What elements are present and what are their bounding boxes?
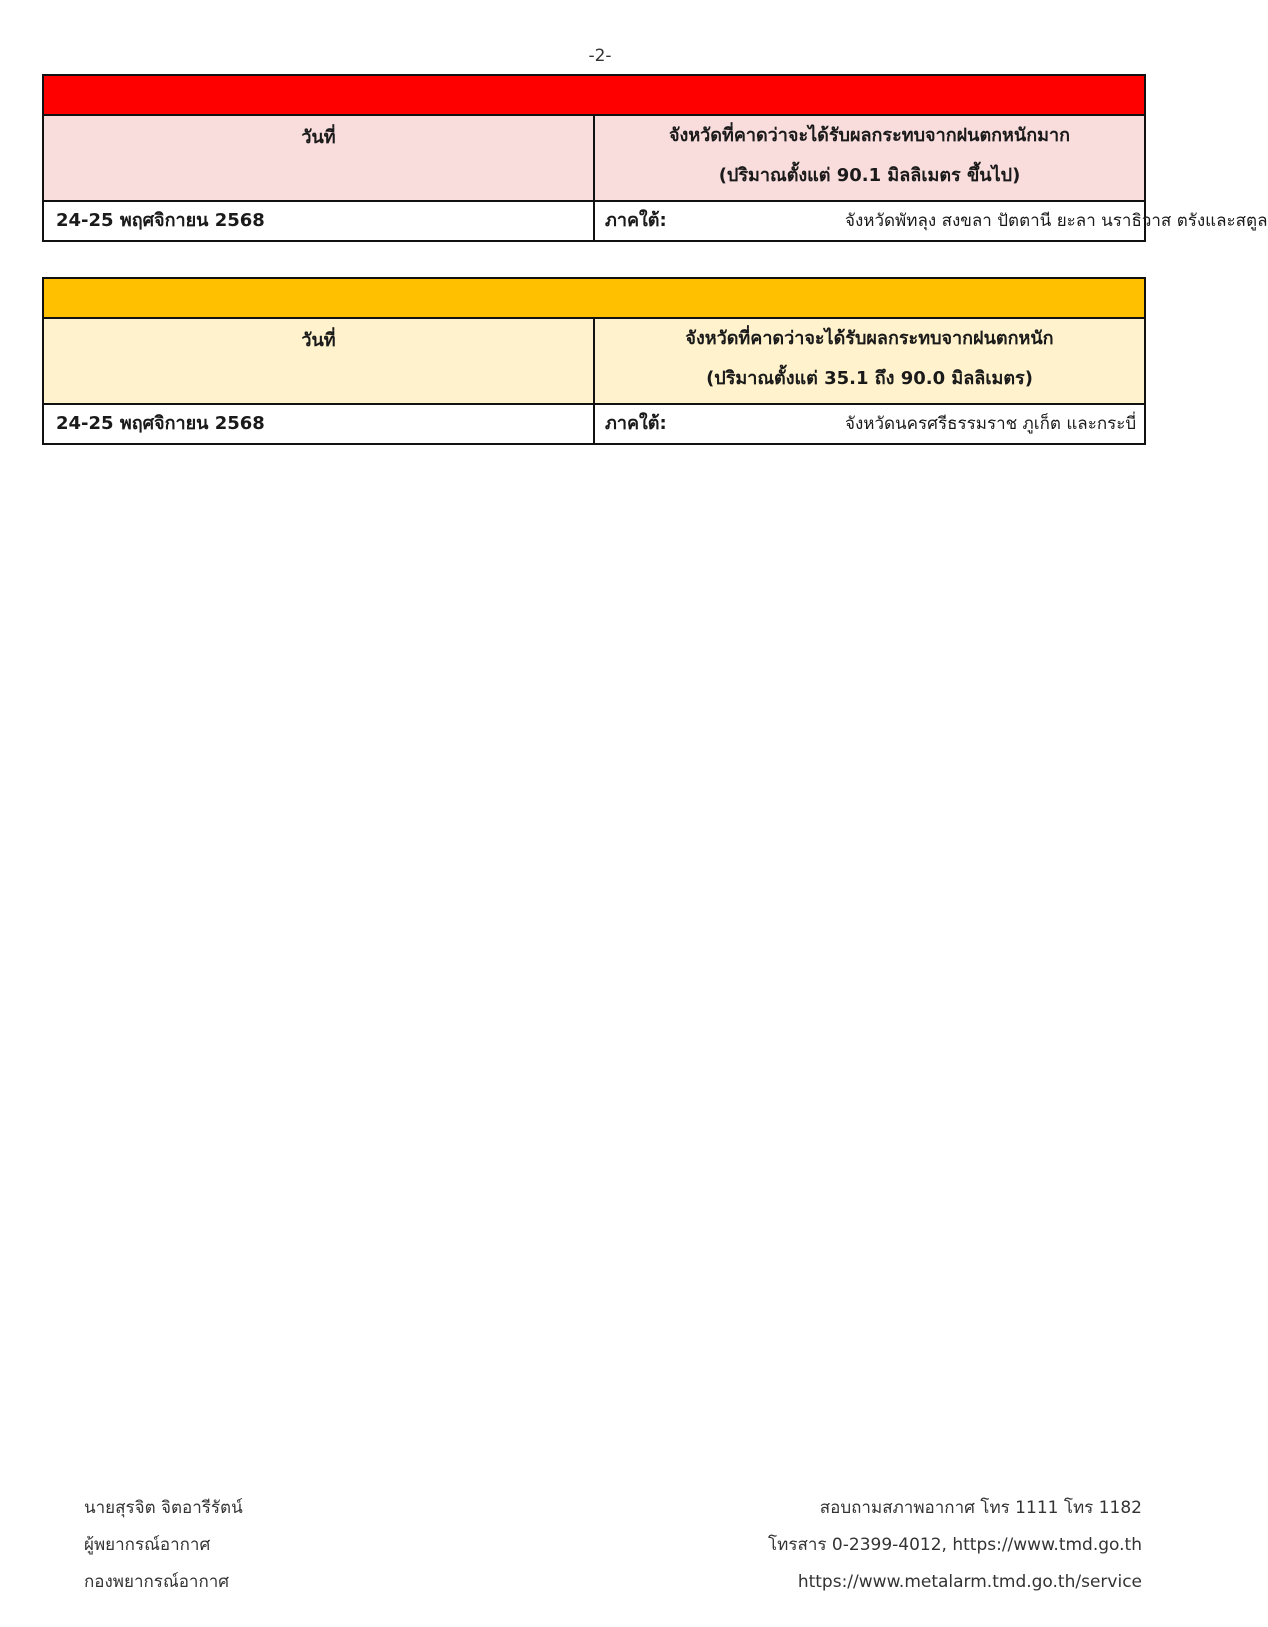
row-region: ภาคใต้:	[605, 210, 667, 231]
header-title-line2: (ปริมาณตั้งแต่ 35.1 ถึง 90.0 มิลลิเมตร)	[706, 368, 1033, 389]
row-date: 24-25 พฤศจิกายน 2568	[43, 404, 594, 444]
header-title-line1: จังหวัดที่คาดว่าจะได้รับผลกระทบจากฝนตกหนัก	[685, 328, 1054, 349]
row-provinces: จังหวัดพัทลุง สงขลา ปัตตานี ยะลา นราธิวาส ตรังและสตูล	[845, 211, 1268, 231]
forecaster-position: ผู้พยากรณ์อากาศ	[84, 1535, 211, 1555]
row-region: ภาคใต้:	[605, 413, 667, 434]
contact-service-url: https://www.metalarm.tmd.go.th/service	[797, 1572, 1142, 1592]
date-header: วันที่	[43, 318, 594, 404]
row-date: 24-25 พฤศจิกายน 2568	[43, 201, 594, 241]
forecaster-division: กองพยากรณ์อากาศ	[84, 1572, 230, 1592]
red-warning-band	[43, 75, 1145, 115]
row-provinces-cell	[594, 404, 1145, 444]
contact-fax-website: โทรสาร 0-2399-4012, https://www.tmd.go.th	[768, 1535, 1142, 1555]
heavy-rain-table	[42, 277, 1146, 445]
forecaster-name: นายสุรจิต จิตอารีรัตน์	[84, 1498, 243, 1518]
contact-block	[768, 1490, 1142, 1601]
orange-warning-band	[43, 278, 1145, 318]
very-heavy-rain-table	[42, 74, 1268, 242]
provinces-header	[594, 115, 1145, 201]
date-header: วันที่	[43, 115, 594, 201]
header-title-line2: (ปริมาณตั้งแต่ 90.1 มิลลิเมตร ขึ้นไป)	[718, 165, 1021, 186]
header-title-line1: จังหวัดที่คาดว่าจะได้รับผลกระทบจากฝนตกหนักมาก	[668, 125, 1070, 146]
row-provinces: จังหวัดนครศรีธรรมราช ภูเก็ต และกระบี่	[845, 414, 1137, 434]
contact-phone: สอบถามสภาพอากาศ โทร 1111 โทร 1182	[819, 1498, 1142, 1518]
row-provinces-cell	[594, 201, 1268, 241]
forecaster-signature-block	[84, 1490, 243, 1601]
provinces-header	[594, 318, 1145, 404]
page-number: -2-	[588, 46, 612, 66]
